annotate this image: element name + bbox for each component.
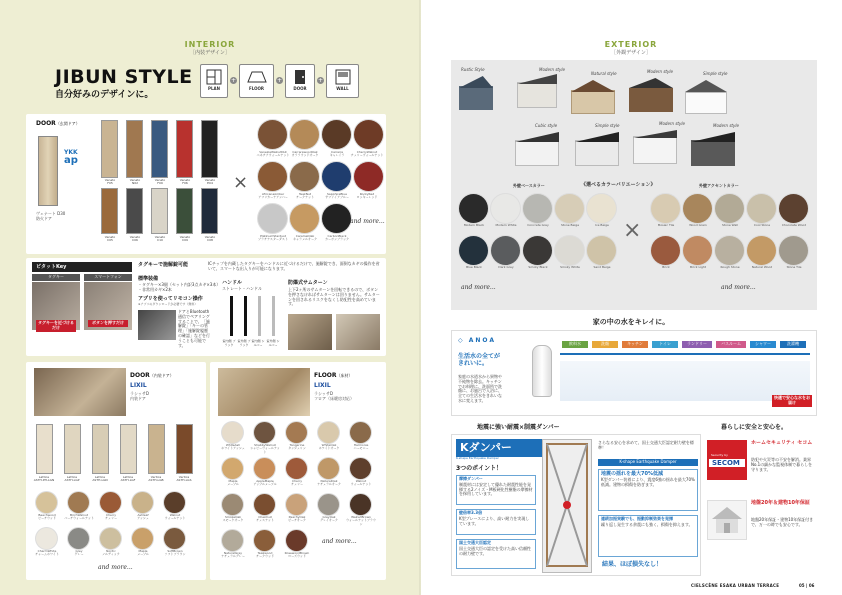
idoor-sample [176,424,193,474]
swatch [258,204,287,233]
jibun-style-subtitle: 自分好みのデザインに。 [55,90,154,100]
swatch [290,162,319,191]
swatch-label: SapphireBlue サファイアブルー [325,192,349,200]
water-point: 洗顔 [592,341,618,348]
jibun-style-title: JIBUN STYLE [55,66,193,88]
step-label: PLAN [208,86,220,91]
sensor-photo-2 [336,314,380,350]
door-sample [101,188,118,234]
point-title: 壁倍率3.3倍 [459,510,483,515]
times-icon: × [623,218,642,243]
swatch [779,236,808,265]
anoa-headline: 生活水の全てがきれいに。 [458,353,501,368]
door-sample-label: Venato C06 [129,235,141,243]
swatch-label: Brick [662,265,670,269]
swatch-label: CarrarawoodOak カララウッドオーク [291,150,319,158]
repeat-title: 連続加振実験でも、振動抑制効果を発揮 [601,516,673,521]
door-caption: ヴェナート D30 防火ドア [36,211,66,221]
step-floor [239,64,274,98]
swatch [68,528,89,549]
swatch [290,120,319,149]
phone-label: スマートフォン [84,274,132,281]
door-icon [293,69,307,85]
swatch-label: Stone Tile [786,265,802,269]
swatch-label: Smoky White [560,265,580,269]
swatch-label: Walnut ウォールナット [350,479,372,487]
tag-headline: タグキーで施解錠可能 [138,262,189,268]
swatch-label: CarbonBlack カーボンブラック [325,234,349,242]
wall-frame-illustration [542,439,592,573]
swatch [322,204,351,233]
tagger-label: タグキー [32,274,80,281]
swatch-label: TeakNut チークナット [296,192,314,200]
door-sample [176,120,193,178]
swatch-label: Concrete Grey [527,223,549,227]
swatch-label: Stone Wall [722,223,738,227]
point-3 [456,539,536,569]
swatch-label: CherryWalnut チェリーウォールナット [350,150,384,158]
floor-panel [210,362,386,580]
swatch-label: NaturalGrey ナチュラルグレー [221,551,245,559]
door-sample-label: Venato C09 [179,235,191,243]
tagger-caption: タグキーを近づけるだけ [38,320,74,330]
handle-label: 室外側 ブラック [237,339,251,347]
swatch [523,194,552,223]
swatch [555,236,584,265]
swatch [286,422,307,443]
house-image [517,74,557,108]
door-sample [201,188,218,234]
house-image [629,78,673,112]
idoor-sample [120,424,137,474]
swatch [222,422,243,443]
swatch-label: Teakwood チークウッド [256,551,274,559]
swatch-label: Smoky Black [528,265,548,269]
house-image [633,130,677,164]
swatch [164,528,185,549]
swatch [354,162,383,191]
warranty-text: 地盤20年保証・建物10年保証付きで、万一の時でも安心です。 [751,517,814,527]
house-icon [708,501,746,539]
secom-logo: Security by SECOM [707,440,747,480]
interior-subtitle: ［内装デザイン］ [190,50,230,56]
swatch [651,236,680,265]
door-sample-label: Venato F05 [104,178,116,186]
swatch [354,120,383,149]
swatch [222,494,243,515]
reduce-text: K型ダンパー装着により、震度6強の揺れを最大70%低減。建物の損傷を防ぎます。 [601,477,695,487]
water-point: キッチン [622,341,648,348]
and-more: and more... [461,284,496,291]
step-label: FLOOR [248,86,265,91]
handle-label: 室内側 シルバー [251,339,265,347]
house-image [459,76,493,110]
swatch-label: RockyRed ロッキーレッド [356,192,378,200]
swatch-label: ShabbyWalnut シャビーウォールナット [250,443,280,454]
interior-door-panel [26,362,206,580]
swatch [100,492,121,513]
idoor-title: DOOR（内装ドア） [130,372,174,379]
pitto-key-title: ピタットKey [32,262,132,272]
swatch [683,194,712,223]
swatch-label: SmokeOak スモークオーク [222,515,244,523]
door-sample [151,120,168,178]
swatch-label: Wood Grain [689,223,707,227]
swatch-label: Modern Black [463,223,485,227]
plan-icon [206,69,222,85]
point-title: 摩擦ダンパー [459,476,483,481]
quake-panel [451,434,701,576]
swatch [286,530,307,551]
swatch [322,120,351,149]
handle-silver [258,296,261,336]
kdamper-sub-bar: K-shape Earthquake Damper [598,459,698,466]
and-more: and more... [322,538,357,545]
swatch-label: NaturalOak ナチュラルオーク [317,479,341,487]
sensor-text: 上下2ヶ所のサムターンを回転できるので、ボタンを押さなければサムターンは回りません。サムターンを回されるリスクをなくし防犯性を高めています。 [288,287,380,307]
and-more: and more... [98,564,133,571]
swatch-label: Blue Black [466,265,482,269]
swatch [683,236,712,265]
idoor-label: Lattice ASTH-LGF [120,475,136,483]
idoor-sample [148,424,165,474]
interior-door-photo [34,368,126,416]
swatch [587,194,616,223]
swatch [132,528,153,549]
handle-black [244,296,247,336]
swatch-label: PlatinumStardust プラチナスターダスト [258,234,288,242]
floor-photo [218,368,310,416]
anoa-filter-image [532,345,552,397]
swatch-label: Cherry チェリー [105,513,117,521]
handle-black [230,296,233,336]
idoor-label: Lattice ASTH-LGP [64,475,80,483]
floor-icon [247,69,267,85]
entrance-door-panel [26,114,386,254]
swatch-label: CharmWhite チャームホワイト [35,549,59,557]
swatch-label: Natural Wood [751,265,773,269]
floor-caption: ラシッサD フロア（床暖房対応） [314,391,354,401]
house-image [571,80,615,114]
swatch-label: Cool Stone [753,223,771,227]
swatch [491,194,520,223]
swatch [747,236,776,265]
kdamper-sub: K-shape Earthquake Damper [456,456,499,460]
door-sample [151,188,168,234]
swatch-label: PeachyOak ピーチオーク [288,515,306,523]
idoor-label: Vertica ASTH-LGB [148,475,164,483]
door-sample-label: Venato C10 [154,235,166,243]
swatch-label: Ashleaf アッシュ [137,513,149,521]
anoa-logo: ◇ ANOA [458,337,496,344]
swatch-label: Walnut ウォールナット [164,513,186,521]
kdamper-logo: Kダンパー [456,439,544,457]
plus-icon: + [276,77,283,84]
reduce-title: 地震の揺れを最大70%低減 [601,471,663,477]
house-label: Simple style [595,123,620,128]
page-numbers: 05 | 06 [799,583,815,588]
handle-label: 室内側 ブラック [222,339,236,347]
idoor-sample [64,424,81,474]
house-label: Simple style [703,71,728,76]
swatch-label: Chestnut チェスナット [256,515,274,523]
swatch [350,422,371,443]
step-door [285,64,315,98]
step-plan [200,64,228,98]
house-image [515,132,559,166]
swatch-label: Modern White [495,223,517,227]
handle-title: ハンドル [222,280,243,286]
quake-title: 地震に強い耐震×制震ダンパー [477,424,560,431]
swatch [132,492,153,513]
swatch [68,492,89,513]
idoor-sample [92,424,109,474]
sensor-photo-1 [288,314,332,350]
idoor-caption: ラシッサD 内装ドア [130,391,149,401]
door-sample-label: Venato F09 [154,178,166,186]
anoa-mark-icon: ◇ [458,337,465,344]
door-sample-label: Venato N02 [129,178,141,186]
swatch-label: Ice Beige [595,223,609,227]
swatch [747,194,776,223]
swatch [164,492,185,513]
house-label: Modern style [713,123,739,128]
swatch-label: Harmonie ハーモニー [353,443,369,451]
swatch-label: BirchWalnut バーチウォールナット [64,513,94,521]
swatch [258,120,287,149]
swatch-label: Stone Beige [560,223,580,227]
swatch [651,194,680,223]
door-sample-label: Venato C08 [204,235,216,243]
handle-silver [272,296,275,336]
safety-title: 暮らしに安全と安心を。 [721,424,788,431]
point-text: 制震材には安定して優れた耐震性能を発揮する2ノイズ・M板硬化性樹脂の摩擦材を採用しています。 [459,481,533,497]
swatch-label: Maple メープル [137,549,149,557]
exterior-panel [451,60,817,310]
swatch [318,494,339,515]
exterior-subtitle: ［外観デザイン］ [611,50,651,56]
interior-title: INTERIOR [184,40,236,49]
house-label: Rustic Style [461,67,485,72]
water-point: 飲料水 [562,341,588,348]
water-point: シャワー [750,341,776,348]
swatch-label: Mosaic Tile [657,223,675,227]
point-text: 国土交通大臣の認定を受けた高い信頼性の耐力壁です。 [459,545,531,556]
swatch [222,530,243,551]
lixil-logo: LIXIL [130,382,147,389]
swatch [459,194,488,223]
swatch [100,528,121,549]
lixil-logo: LIXIL [314,382,331,389]
swatch-label: Carreira キャレイラ [329,150,345,158]
wall-icon [335,69,351,85]
swatch-label: Cherry チェリー [291,479,303,487]
house-label: Cubic style [535,123,558,128]
swatch [254,458,275,479]
swatch [36,492,57,513]
swatch-label: AfricanaAmber アフリカーナアンバー [258,192,288,200]
house-label: Modern style [539,67,565,72]
point-title: 国土交通大臣認定 [459,540,491,545]
swatch-label: Beechwood ビーチウッド [38,513,56,521]
swatch-label: Tangerine タンジェリン [288,443,306,451]
anoa-panel [451,330,817,416]
and-more: and more... [350,218,385,225]
step-label: DOOR [293,86,307,91]
swatch [254,530,275,551]
point-text: K型ブレースにより、高い耐力を実現しています。 [459,515,530,526]
entrance-door-photo [38,136,58,206]
remote-text: ドアとBluetooth通信でペアリングすることで、「施解錠」「キーの管理」「施解錠履歴の確認」などを行うことも可能です。 [178,309,210,348]
swatch-label: Nordic ノルディック [102,549,120,557]
door-sample-label: Venato F06 [179,178,191,186]
exterior-title: EXTERIOR [604,40,658,49]
point-2 [456,509,536,535]
swatch [290,204,319,233]
swatch-label: AppleMaple アップルメープル [253,479,277,487]
idoor-sample [36,424,53,474]
water-point: ランドリー [682,341,712,348]
swatch [350,494,371,515]
water-point: 洗濯機 [780,341,806,348]
door-sample [126,188,143,234]
footer-title: CIELSCÈNE ESAKA URBAN TERRACE [691,583,780,588]
point-1 [456,475,536,505]
k-brace-icon [543,440,591,570]
safety-panel [707,436,817,576]
water-title: 家の中の水をキレイに。 [592,318,670,326]
swatch [318,422,339,443]
remote-sub: ※アプリのダウンロードが必要です（無料） [138,302,198,306]
handle-label: 室外側 シルバー [266,339,280,347]
right-page [421,0,842,595]
sensor-title: 防爆式サムターン [288,280,328,286]
door-sample [101,120,118,178]
swatch [555,194,584,223]
swatch-label: WalnutBrown ウォールナットブラウン [346,515,376,526]
standard-title: 標準装備 [138,276,159,282]
swatch-label: Grey グレー [74,549,84,557]
swatch [587,236,616,265]
swatch-label: RosewoodBrown ローズウッド [284,551,310,559]
standard-items: ・タグキー×3個（セット内訳3点カギ×3本） ・非常用カギ×2本 [138,282,221,292]
app-photo [138,310,176,340]
door-title: DOOR（玄関ドア） [36,120,80,127]
idoor-label: Vertica ASTH-LGS [176,475,192,483]
house-label: Modern style [659,121,685,126]
swatch [254,494,275,515]
floor-title: FLOOR（床材） [314,372,353,379]
phone-caption: ボタンを押すだけ [88,320,128,327]
swatch [222,458,243,479]
swatch [715,236,744,265]
swatch-label: GreyOak グレイオーク [320,515,338,523]
three-points-title: 3つのポイント！ [456,465,503,472]
step-wall [326,64,359,98]
secom-title: ホームセキュリティ セコム [751,440,813,446]
swatch-label: WhiteOak ホワイトオーク [318,443,340,451]
swatch-label: Rough Stone [720,265,740,269]
ykk-logo: YKK ap [64,149,78,166]
house-label: Modern style [647,69,673,74]
house-image [691,132,735,166]
door-sample-label: Venato E04 [204,178,216,186]
door-sample [201,120,218,178]
door-sample [176,188,193,234]
house-image [685,80,727,114]
swatch [258,162,287,191]
tag-text: ICチップを内蔵したタグキーをハンドルに近づけるだけで、施解錠でき、面倒なカギの操作を省いて、スマートな出入りが可能になります。 [208,261,380,271]
anoa-text: 家庭の水道水から異物や不純物を除去。キッチンでお料理に、洗面所で洗顔に、お風呂で入浴に、全ての生活水をきれいな水に変えます。 [458,374,502,403]
house-label: Natural style [591,71,617,76]
swatch [322,162,351,191]
repeat-box [598,515,698,557]
quake-lead: さらなる安心を求めて、国土交通大臣認定耐力壁を標準！ [598,440,694,450]
swatch [715,194,744,223]
warranty-house-image [707,500,747,540]
swatch [350,458,371,479]
warranty-title: 地盤20年＆建物10年保証 [751,500,810,506]
handle-subtitle: ストレート・ハンドル [222,286,262,291]
swatch-label: Dark Grey [498,265,514,269]
pipe-line [560,353,810,355]
pitto-key-panel [26,258,386,356]
swatch-label: VeneziaWalnutNut ベネチアウォールナット [256,150,290,158]
and-more: and more... [721,284,756,291]
no-damage: 結果、ほぼ損失なし！ [602,561,663,568]
idoor-label: Lattice ASTH-LGN [92,475,108,483]
swatch [523,236,552,265]
swatch-label: Maple メープル [227,479,239,487]
door-sample [126,120,143,178]
reduce-box [598,469,698,511]
remote-title: アプリを使ってリモコン操作 [138,296,203,302]
swatch-label: Chocolate Wood [781,223,807,227]
swatch [286,458,307,479]
house-image [575,132,619,166]
door-sample-label: Venato C05 [104,235,116,243]
plus-icon: + [317,77,324,84]
water-point: バスルーム [716,341,746,348]
swatch [254,422,275,443]
swatch-label: SoftBrown ソフトブラウン [164,549,186,557]
secom-text: 防犯や火災等の不安を解消。業界No.1の細かな監視体制で暮らしを守ります。 [751,457,813,472]
times-icon: × [233,172,249,193]
swatch [36,528,57,549]
color-var-title: 《選べるカラーバリエーション》 [581,182,656,188]
accent-title: 外壁アクセントカラー [699,183,739,188]
swatch [286,494,307,515]
plus-icon: + [230,77,237,84]
idoor-label: Lattice ASTH-PH-LGN [33,475,55,483]
wall-base-title: 外壁ベースカラー [513,183,545,188]
swatch [491,236,520,265]
swatch-label: Brick Light [690,265,706,269]
swatch-label: WhiteAsh ホワイトアッシュ [221,443,245,451]
swatch-label: Sand Beige [593,265,611,269]
swatch [318,458,339,479]
step-label: WALL [336,86,349,91]
anoa-note: 快適で安心な水をお届け [774,395,810,405]
water-point: トイレ [652,341,678,348]
swatch [779,194,808,223]
swatch-label: CaramelOak キャラメルオーク [293,234,317,242]
repeat-text: 繰り返し発生する余震にも強く、損傷を抑えます。 [601,521,693,527]
swatch [459,236,488,265]
